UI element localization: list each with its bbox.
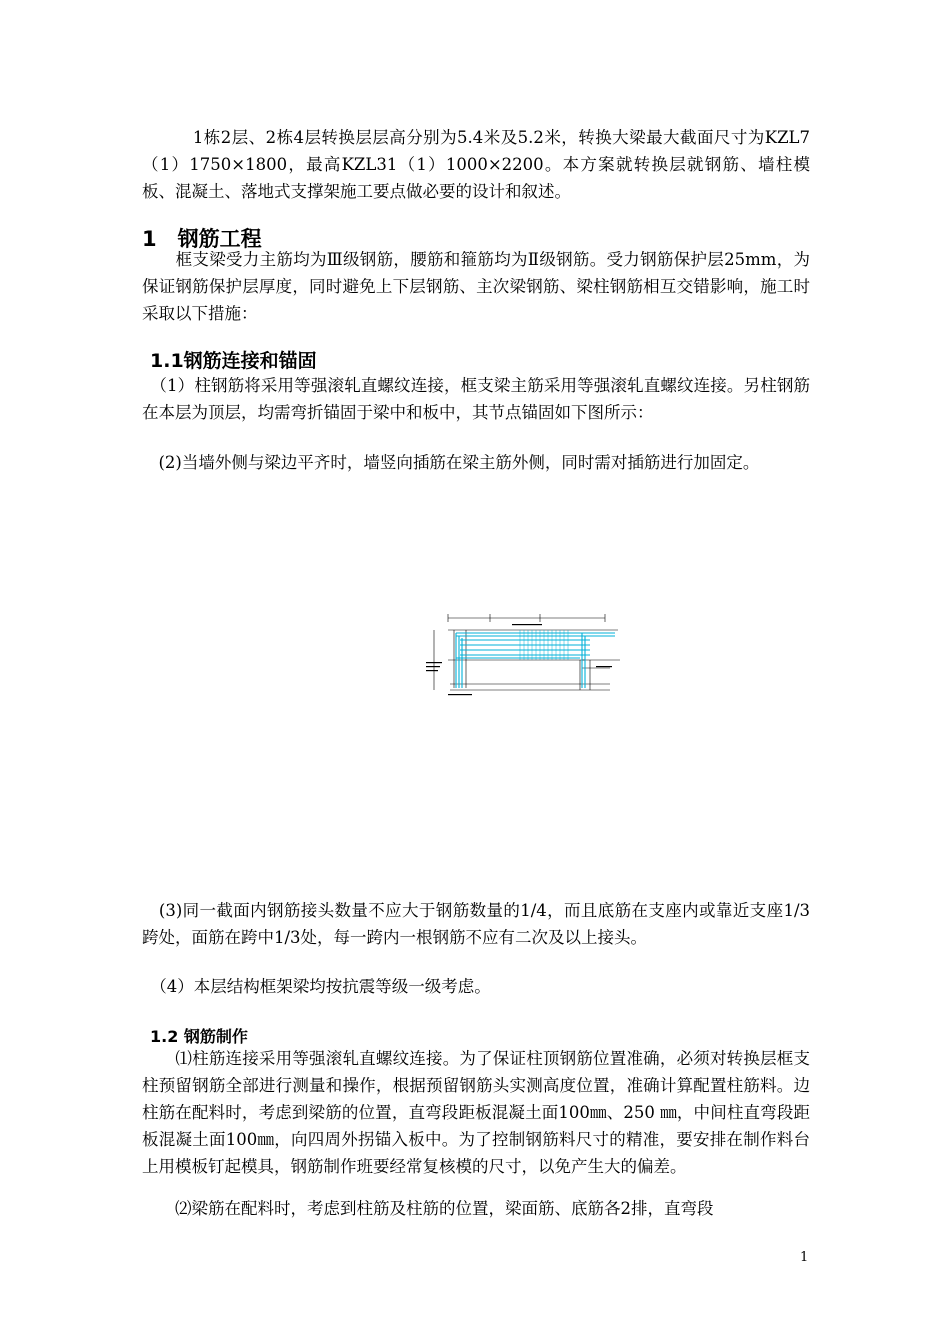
page-number: 1 <box>800 1250 809 1265</box>
section-1-2-paragraph-2: ⑵梁筋在配料时，考虑到柱筋及柱筋的位置，梁面筋、底筋各2排，直弯段 <box>142 1199 714 1218</box>
section-1-1-paragraph-2: (2)当墙外侧与梁边平齐时，墙竖向插筋在梁主筋外侧，同时需对插筋进行加固定。 <box>142 453 760 472</box>
section-1-2-paragraph-1: ⑴柱筋连接采用等强滚轧直螺纹连接。为了保证柱顶钢筋位置准确，必须对转换层框支柱预留钢筋全部进行测量和操作，根据预留钢筋头实测高度位置，准确计算配置柱筋料。边柱筋在配料时，考虑到梁筋的位置，直弯段距板混凝土面100㎜、250 ㎜，中间柱直弯段距板混凝土面100㎜，向四周外拐锚入板中。为了控制钢筋料尺寸的精准，要安排在制作料台上用模板钉起模具，钢筋制作班要经常复核模的尺寸，以免产生大的偏差。 <box>142 1049 810 1176</box>
rebar-anchorage-diagram <box>420 608 632 710</box>
section-1-2-heading: 1.2 钢筋制作 <box>150 1027 248 1046</box>
section-1-1-heading: 1.1钢筋连接和锚固 <box>150 350 317 372</box>
section-1-1-paragraph-3: (3)同一截面内钢筋接头数量不应大于钢筋数量的1/4，而且底筋在支座内或靠近支座1/3跨处，面筋在跨中1/3处，每一跨内一根钢筋不应有二次及以上接头。 <box>142 901 810 947</box>
intro-paragraph: 1栋2层、2栋4层转换层层高分别为5.4米及5.2米，转换大梁最大截面尺寸为KZL7（1）1750×1800，最高KZL31（1）1000×2200。本方案就转换层就钢筋、墙柱模板、混凝土、落地式支撑架施工要点做必要的设计和叙述。 <box>142 128 810 201</box>
section-1-1-paragraph-1: （1）柱钢筋将采用等强滚轧直螺纹连接，框支梁主筋采用等强滚轧直螺纹连接。另柱钢筋在本层为顶层，均需弯折锚固于梁中和板中，其节点锚固如下图所示： <box>142 376 810 422</box>
section-1-1-paragraph-4: （4）本层结构框架梁均按抗震等级一级考虑。 <box>142 977 491 996</box>
section-1-heading: 1 钢筋工程 <box>142 227 262 251</box>
section-1-body: 框支梁受力主筋均为Ⅲ级钢筋，腰筋和箍筋均为Ⅱ级钢筋。受力钢筋保护层25mm，为保证钢筋保护层厚度，同时避免上下层钢筋、主次梁钢筋、梁柱钢筋相互交错影响，施工时采取以下措施： <box>142 250 810 323</box>
